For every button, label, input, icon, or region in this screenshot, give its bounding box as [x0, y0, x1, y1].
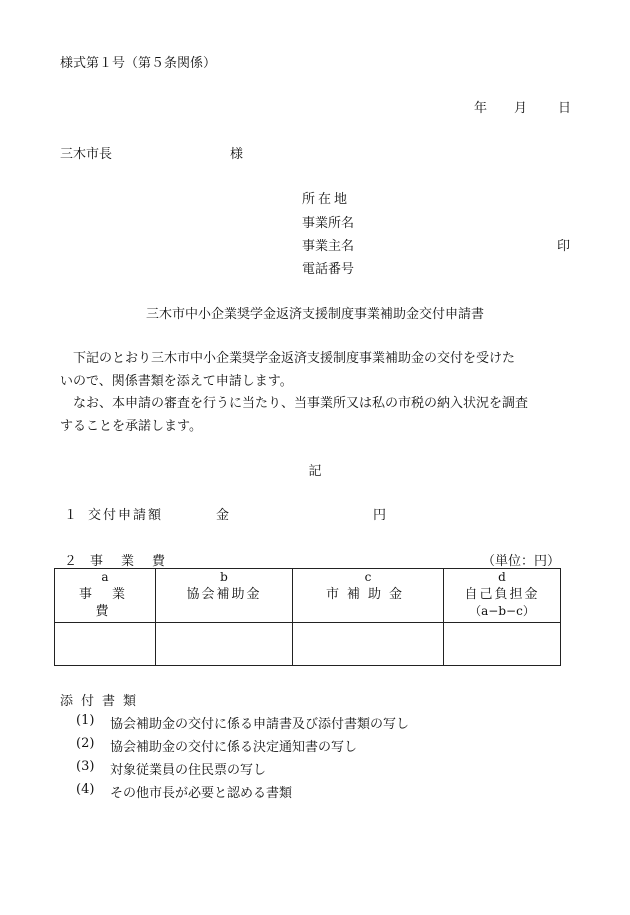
body-paragraph-1 [60, 347, 580, 393]
body-paragraph-2-line-2: することを承諾します。 [60, 419, 202, 434]
attachment-3-text: 対象従業員の住民票の写し [110, 763, 267, 778]
form-number: 様式第１号（第５条関係） [60, 56, 217, 71]
attachment-4-number: (4) [76, 782, 95, 797]
attachment-4-text: その他市長が必要と認める書類 [110, 786, 293, 801]
cost-value-a[interactable] [55, 623, 156, 666]
cost-table-header-a [55, 569, 156, 623]
column-label-b: 協会補助金 [186, 587, 262, 602]
cost-value-b[interactable] [156, 623, 293, 666]
cost-value-d[interactable] [444, 623, 561, 666]
addressee-name: 三木市長 [60, 147, 113, 162]
body-paragraph-2-line-1: なお、本申請の審査を行うに当たり、当事業所又は私の市税の納入状況を調査 [73, 396, 529, 411]
cost-table-header-b [156, 569, 293, 623]
seal-mark: 印 [557, 239, 571, 254]
cost-table-header-row [55, 569, 561, 623]
column-letter-d: d [498, 570, 506, 584]
column-letter-c: c [364, 570, 372, 584]
cost-table-header-d [444, 569, 561, 623]
column-label-a: 事業費 [78, 587, 145, 619]
applicant-phone-label: 電話番号 [302, 262, 355, 277]
cost-table-value-row [55, 623, 561, 666]
column-label-c: 市補助金 [325, 587, 410, 602]
column-note-d: （a−b−c） [469, 604, 535, 618]
date-month-label: 月 [514, 101, 528, 116]
attachment-2-number: (2) [76, 736, 95, 751]
item-2-label: 事業費 [90, 554, 184, 569]
column-label-d: 自己負担金 [464, 587, 540, 602]
column-letter-a: a [101, 570, 109, 584]
item-2-unit: （単位：円） [482, 554, 561, 569]
attachment-2-text: 協会補助金の交付に係る決定通知書の写し [110, 740, 358, 755]
item-2-number: ２ [64, 554, 78, 569]
column-letter-b: b [220, 570, 228, 584]
addressee-honorific: 様 [230, 147, 244, 162]
item-1-currency-suffix: 円 [373, 508, 387, 523]
attachments-title: 添付書類 [60, 694, 145, 709]
cost-table [54, 568, 561, 666]
item-1-number: １ [64, 508, 78, 523]
applicant-location-label: 所在地 [302, 192, 351, 207]
date-year-label: 年 [474, 101, 488, 116]
attachment-1-number: (1) [76, 713, 95, 728]
body-paragraph-1-line-2: いので、関係書類を添えて申請します。 [60, 374, 293, 389]
body-paragraph-2 [60, 392, 580, 438]
cost-table-header-c [293, 569, 444, 623]
applicant-business-name-label: 事業所名 [302, 216, 355, 231]
attachment-3-number: (3) [76, 759, 95, 774]
cost-value-c[interactable] [293, 623, 444, 666]
attachment-1-text: 協会補助金の交付に係る申請書及び添付書類の写し [110, 717, 410, 732]
ki-heading: 記 [308, 464, 322, 479]
document-title: 三木市中小企業奨学金返済支援制度事業補助金交付申請書 [145, 307, 484, 322]
date-day-label: 日 [558, 101, 572, 116]
body-paragraph-1-line-1: 下記のとおり三木市中小企業奨学金返済支援制度事業補助金の交付を受けた [73, 351, 516, 366]
item-1-currency-prefix: 金 [216, 508, 230, 523]
applicant-owner-label: 事業主名 [302, 239, 355, 254]
item-1-label: 交付申請額 [88, 508, 164, 523]
